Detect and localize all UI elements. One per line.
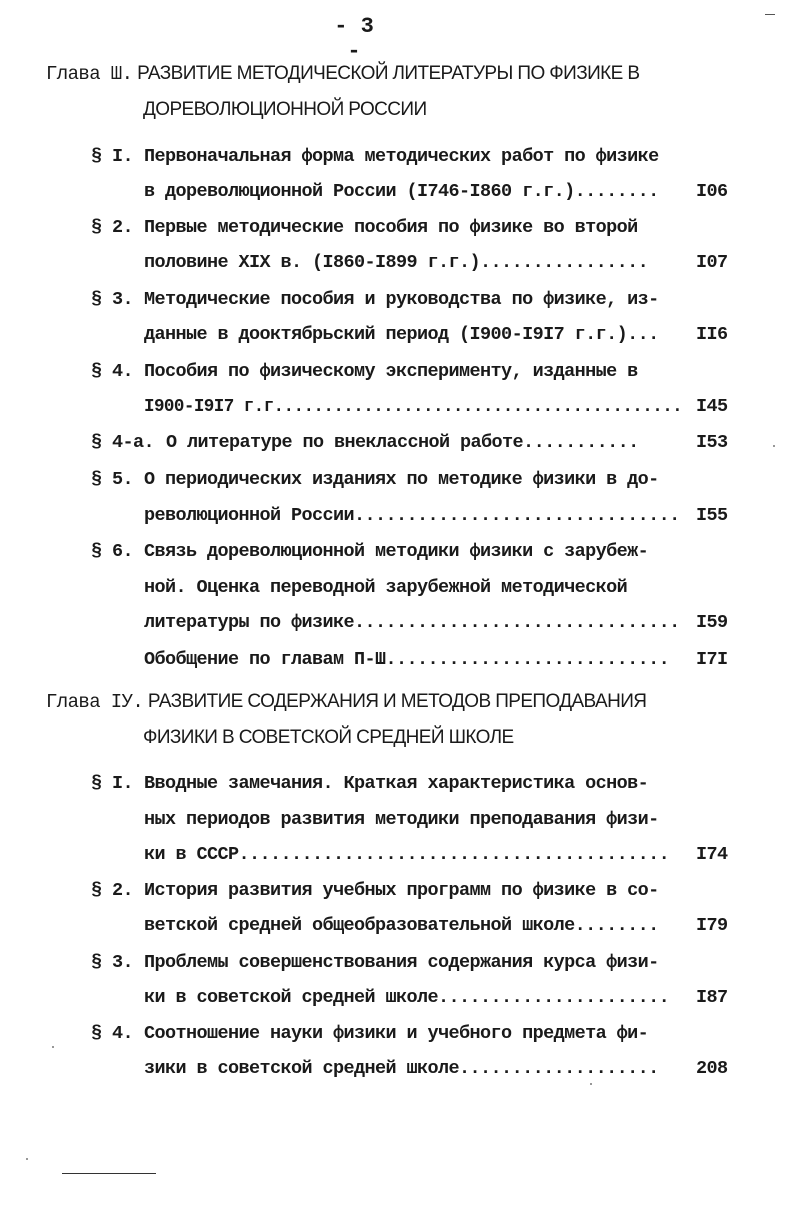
page-ref: 208: [696, 1058, 728, 1079]
entry-text: в дореволюционной России (I746-I860 г.г.)........: [144, 181, 659, 202]
section-mark: § 4.: [91, 361, 134, 382]
entry-text: половине XIX в. (I860-I899 г.г.)................: [144, 252, 649, 273]
entry-text: Первоначальная форма методических работ по физике: [144, 146, 659, 167]
chapter-4-title-line2: ФИЗИКИ В СОВЕТСКОЙ СРЕДНЕЙ ШКОЛЕ: [143, 727, 514, 748]
chapter-3-prefix: Глава Ш.: [46, 63, 133, 85]
entry-text: Проблемы совершенствования содержания курса физи-: [144, 952, 659, 973]
scan-speck: [52, 1046, 54, 1048]
entry-text: ных периодов развития методики преподавания физи-: [144, 809, 659, 830]
entry-text: ветской средней общеобразовательной школе........: [144, 915, 659, 936]
chapter-4-heading: [46, 690, 646, 714]
scan-speck: [26, 1158, 28, 1160]
entry-text: Методические пособия и руководства по физике, из-: [144, 289, 659, 310]
entry-text: литературы по физике...............................: [144, 612, 680, 633]
page-ref: I87: [696, 987, 728, 1008]
entry-text: Соотношение науки физики и учебного предмета фи-: [144, 1023, 649, 1044]
page-ref: II6: [696, 324, 728, 345]
entry-text: Первые методические пособия по физике во второй: [144, 217, 638, 238]
chapter-3-title-line2: ДОРЕВОЛЮЦИОННОЙ РОССИИ: [143, 99, 427, 120]
corner-mark: [765, 14, 775, 15]
section-mark: § 6.: [91, 541, 134, 562]
page-ref: I53: [696, 432, 728, 453]
page-ref: I55: [696, 505, 728, 526]
section-mark: § I.: [91, 773, 134, 794]
entry-text: ной. Оценка переводной зарубежной методической: [144, 577, 628, 598]
entry-text: О периодических изданиях по методике физики в до-: [144, 469, 659, 490]
entry-text: Связь дореволюционной методики физики с зарубеж-: [144, 541, 649, 562]
entry-text: История развития учебных программ по физике в со-: [144, 880, 659, 901]
section-mark: § 4-а.: [91, 432, 155, 453]
chapter-3-heading: [46, 62, 639, 86]
entry-text: революционной России...............................: [144, 505, 680, 526]
page-ref: I59: [696, 612, 728, 633]
page-ref: I79: [696, 915, 728, 936]
entry-text: ки в советской средней школе......................: [144, 987, 670, 1008]
section-mark: § 5.: [91, 469, 134, 490]
chapter-4-prefix: Глава IУ.: [46, 691, 144, 713]
entry-text: зики в советской средней школе...................: [144, 1058, 659, 1079]
section-mark: § 2.: [91, 880, 134, 901]
entry-text: Пособия по физическому эксперименту, изданные в: [144, 361, 638, 382]
page-ref: I07: [696, 252, 728, 273]
scan-speck: [773, 445, 775, 447]
footnote-rule: [62, 1173, 156, 1174]
section-mark: § 3.: [91, 289, 134, 310]
section-mark: § 2.: [91, 217, 134, 238]
chapter-3-title-line1: РАЗВИТИЕ МЕТОДИЧЕСКОЙ ЛИТЕРАТУРЫ ПО ФИЗИКЕ В: [137, 63, 640, 84]
entry-text: Вводные замечания. Краткая характеристика основ-: [144, 773, 649, 794]
section-mark: § I.: [91, 146, 134, 167]
section-mark: § 3.: [91, 952, 134, 973]
entry-text: ки в СССР.........................................: [144, 844, 670, 865]
chapter-4-title-line1: РАЗВИТИЕ СОДЕРЖАНИЯ И МЕТОДОВ ПРЕПОДАВАНИЯ: [147, 691, 647, 712]
entry-text: О литературе по внеклассной работе...........: [166, 432, 639, 453]
entry-text: I900-I9I7 г.г.........................................: [144, 396, 683, 417]
scan-speck: [590, 1083, 592, 1085]
page-ref: I45: [696, 396, 728, 417]
page-number: - 3 -: [334, 14, 374, 64]
page-ref: I74: [696, 844, 728, 865]
page-ref: I7I: [696, 649, 728, 670]
page-ref: I06: [696, 181, 728, 202]
entry-text: данные в дооктябрьский период (I900-I9I7 г.г.)...: [144, 324, 659, 345]
entry-text: Обобщение по главам П-Ш...........................: [144, 649, 670, 670]
section-mark: § 4.: [91, 1023, 134, 1044]
